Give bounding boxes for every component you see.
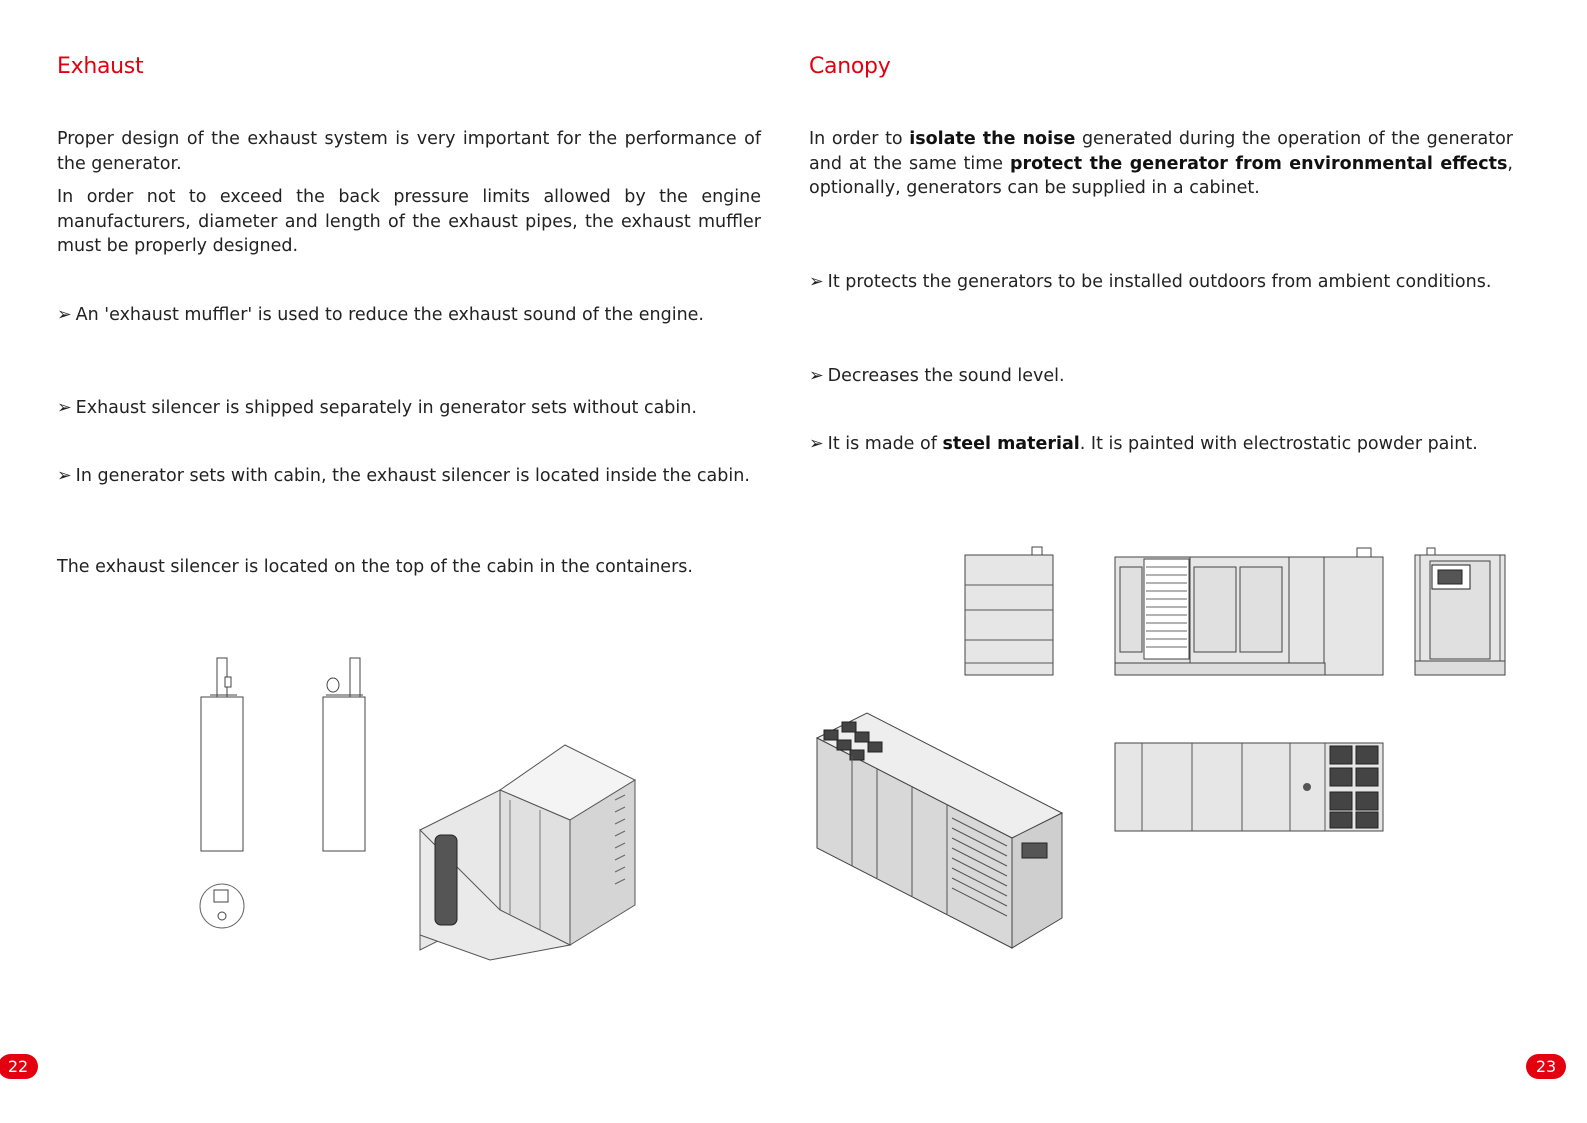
canopy-heading: Canopy	[809, 54, 891, 79]
canopy-right-end-view-drawing	[1412, 545, 1510, 680]
silencer-top-view-drawing	[198, 882, 248, 932]
canopy-isometric-drawing	[812, 708, 1072, 958]
canopy-bullet-1: ➢ It protects the generators to be installed outdoors from ambient conditions.	[809, 272, 1492, 292]
bullet-arrow-icon: ➢	[809, 366, 824, 386]
silencer-side-view-drawing	[195, 655, 255, 855]
canopy-bullet-2: ➢ Decreases the sound level.	[809, 366, 1065, 386]
exhaust-intro-paragraph-2: In order not to exceed the back pressure limits allowed by the engine manufacturers, diameter and length of the exhaust pipes, the exhaust muffler must be properly designed.	[57, 187, 761, 256]
canopy-intro-paragraph: In order to isolate the noise generated during the operation of the generator and at the same time protect the generator from environmental effects, optionally, generators can be supplied in a cabinet.	[809, 129, 1513, 198]
canopy-side-view-drawing	[1112, 545, 1387, 680]
page-number-left: 22	[0, 1054, 38, 1079]
cabin-with-silencer-isometric-drawing	[410, 740, 640, 970]
exhaust-bullet-1: ➢ An 'exhaust muffler' is used to reduce the exhaust sound of the engine.	[57, 305, 704, 325]
exhaust-bullet-3: ➢ In generator sets with cabin, the exhaust silencer is located inside the cabin.	[57, 466, 750, 486]
bullet-arrow-icon: ➢	[57, 466, 72, 486]
exhaust-bullet-2: ➢ Exhaust silencer is shipped separately in generator sets without cabin.	[57, 398, 697, 418]
bullet-arrow-icon: ➢	[57, 398, 72, 418]
exhaust-intro-paragraph-1: Proper design of the exhaust system is very important for the performance of the generator.	[57, 129, 761, 174]
bullet-arrow-icon: ➢	[809, 272, 824, 292]
exhaust-heading: Exhaust	[57, 54, 144, 79]
canopy-top-view-drawing	[1112, 740, 1387, 835]
bullet-arrow-icon: ➢	[809, 434, 824, 454]
canopy-bullet-3: ➢ It is made of steel material. It is painted with electrostatic powder paint.	[809, 434, 1478, 454]
page-number-right: 23	[1526, 1054, 1566, 1079]
exhaust-closing-paragraph: The exhaust silencer is located on the top of the cabin in the containers.	[57, 557, 693, 577]
canopy-left-end-view-drawing	[962, 545, 1057, 680]
silencer-front-view-drawing	[318, 655, 378, 855]
bullet-arrow-icon: ➢	[57, 305, 72, 325]
